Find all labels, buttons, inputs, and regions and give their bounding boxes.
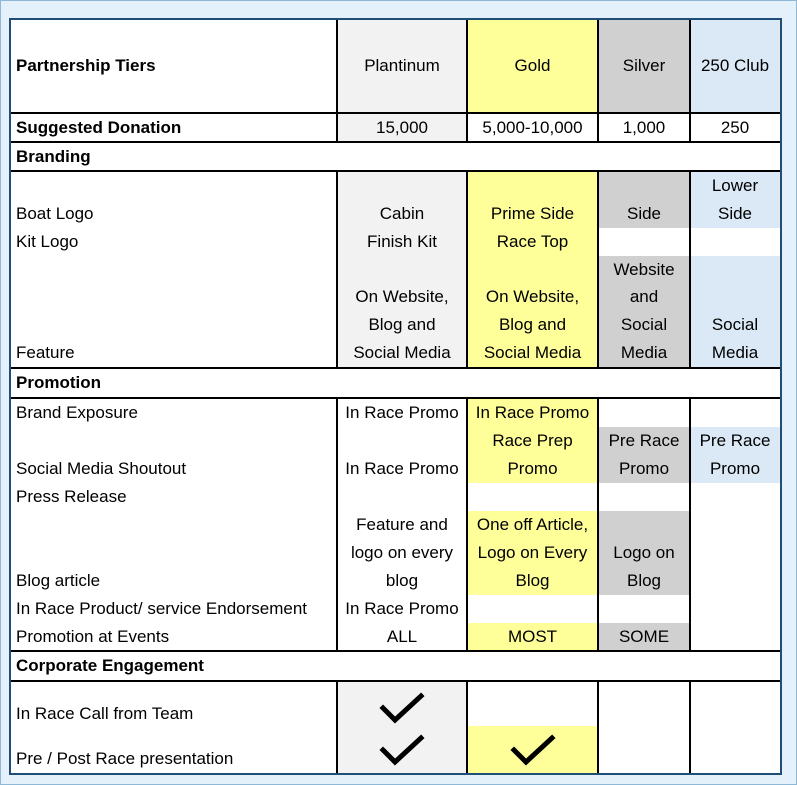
row-divider [11, 397, 780, 399]
column-divider [689, 680, 691, 773]
row-label-in-race-call: In Race Call from Team [16, 704, 194, 723]
feature-club-line: Media [711, 343, 759, 362]
column-divider [597, 397, 599, 652]
boat-logo-club-line1: Lower [711, 176, 759, 195]
shoutout-gold-line: Race Prep [492, 431, 573, 450]
shoutout-silver-line: Promo [618, 459, 670, 478]
row-label-social-media-shoutout: Social Media Shoutout [16, 459, 187, 478]
blog-gold-line: Logo on Every [477, 543, 588, 562]
tier-250-club: 250 Club [690, 20, 780, 112]
brand-exposure-gold: In Race Promo [475, 403, 590, 422]
row-divider [11, 170, 780, 172]
kit-logo-platinum: Finish Kit [367, 232, 437, 251]
column-divider [597, 680, 599, 773]
blog-gold-line: One off Article, [476, 515, 589, 534]
events-gold: MOST [507, 627, 558, 646]
donation-label: Suggested Donation [16, 118, 182, 137]
blog-silver-line: Logo on [613, 543, 675, 562]
feature-silver-line: Social [620, 315, 668, 334]
donation-silver: 1,000 [622, 118, 666, 137]
feature-club-line: Social [711, 315, 759, 334]
row-divider [11, 367, 780, 369]
column-divider [336, 170, 338, 369]
brand-exposure-platinum: In Race Promo [345, 403, 459, 422]
feature-platinum-line: Blog and [368, 315, 436, 334]
donation-platinum: 15,000 [337, 114, 467, 141]
shoutout-gold-line: Promo [507, 459, 558, 478]
tier-silver: Silver [598, 20, 690, 112]
column-divider [466, 397, 468, 652]
row-divider [11, 650, 780, 652]
checkmark-icon [379, 734, 425, 768]
shoutout-club-line: Pre Race [699, 431, 771, 450]
row-label-blog-article: Blog article [16, 571, 101, 590]
blog-platinum-line: Feature and [356, 515, 448, 534]
column-divider [689, 397, 691, 652]
boat-logo-silver: Side [626, 204, 662, 223]
row-label-brand-exposure: Brand Exposure [16, 403, 138, 422]
row-label-presentation: Pre / Post Race presentation [16, 749, 234, 768]
column-divider [336, 20, 338, 143]
partnership-tiers-table [9, 18, 782, 775]
shoutout-silver-line: Pre Race [608, 431, 680, 450]
feature-platinum-line: Social Media [353, 343, 451, 362]
row-divider [11, 112, 780, 114]
checkmark-icon [510, 734, 556, 768]
section-corporate-engagement: Corporate Engagement [16, 656, 204, 675]
shoutout-platinum: In Race Promo [345, 459, 459, 478]
section-branding: Branding [16, 147, 91, 166]
row-divider [11, 680, 780, 682]
row-label-events: Promotion at Events [16, 627, 170, 646]
feature-gold-line: On Website, [485, 287, 580, 306]
tier-gold: Gold [467, 20, 598, 112]
column-divider [336, 680, 338, 773]
blog-silver-line: Blog [626, 571, 662, 590]
section-promotion: Promotion [16, 373, 101, 392]
donation-gold: 5,000-10,000 [482, 118, 583, 137]
blog-platinum-line: blog [385, 571, 419, 590]
feature-silver-line: and [629, 287, 659, 306]
column-divider [689, 170, 691, 369]
donation-club: 250 [720, 118, 750, 137]
column-divider [336, 397, 338, 652]
blog-gold-line: Blog [515, 571, 550, 590]
row-label-feature: Feature [16, 343, 75, 362]
feature-silver-line: Media [620, 343, 668, 362]
column-divider [689, 20, 691, 143]
row-label-press-release: Press Release [16, 487, 127, 506]
column-divider [597, 170, 599, 369]
row-label-boat-logo: Boat Logo [16, 204, 94, 223]
endorsement-platinum: In Race Promo [345, 599, 459, 618]
checkmark-icon [379, 692, 425, 726]
events-platinum: ALL [386, 627, 418, 646]
column-divider [466, 170, 468, 369]
boat-logo-club-line2: Side [717, 204, 753, 223]
column-divider [466, 680, 468, 773]
row-divider [11, 141, 780, 143]
row-label-kit-logo: Kit Logo [16, 232, 79, 251]
tier-platinum: Plantinum [337, 20, 467, 112]
shoutout-club-line: Promo [709, 459, 761, 478]
header-label: Partnership Tiers [11, 20, 337, 112]
feature-silver-line: Website [613, 260, 675, 279]
blog-platinum-line: logo on every [350, 543, 454, 562]
events-silver: SOME [618, 627, 670, 646]
boat-logo-platinum: Cabin [379, 204, 425, 223]
row-label-endorsement: In Race Product/ service Endorsement [16, 599, 308, 618]
column-divider [597, 20, 599, 143]
feature-gold-line: Social Media [483, 343, 582, 362]
feature-gold-line: Blog and [498, 315, 567, 334]
feature-platinum-line: On Website, [355, 287, 449, 306]
boat-logo-gold: Prime Side [490, 204, 575, 223]
column-divider [466, 20, 468, 143]
kit-logo-gold: Race Top [496, 232, 569, 251]
